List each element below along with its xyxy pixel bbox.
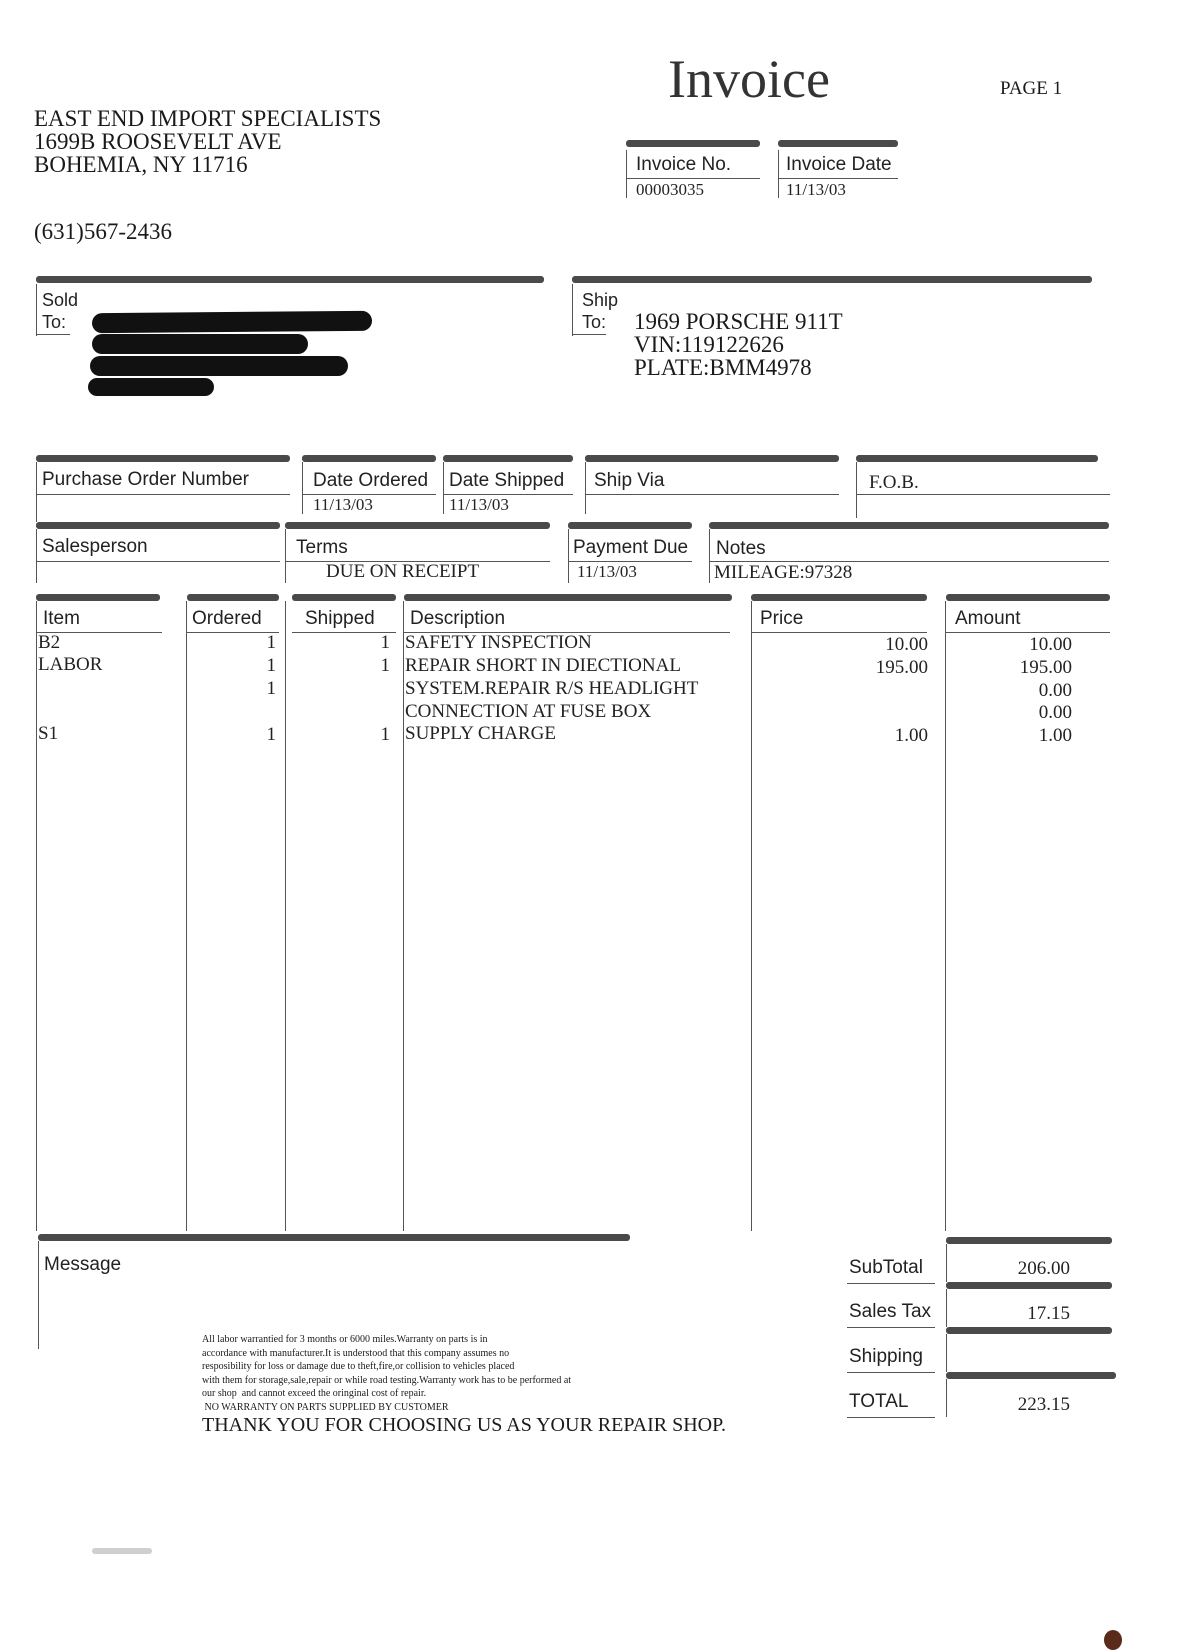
sales-tax-value: 17.15 — [1027, 1303, 1070, 1324]
amount-cell: 10.00 — [1029, 634, 1072, 655]
ordered-cell: 1 — [266, 724, 276, 745]
fob-label: F.O.B. — [869, 472, 919, 493]
description-cell: CONNECTION AT FUSE BOX — [405, 701, 652, 722]
ship-to-line: PLATE:BMM4978 — [634, 355, 812, 380]
purchase-order-label: Purchase Order Number — [42, 469, 249, 490]
ordered-cell: 1 — [266, 678, 276, 699]
price-cell: 1.00 — [894, 725, 928, 746]
sold-to-label-line1: Sold — [42, 290, 79, 310]
sales-tax-label: Sales Tax — [849, 1301, 932, 1322]
ship-to-line: VIN:119122626 — [634, 332, 784, 357]
item-cell: S1 — [38, 723, 59, 744]
company-address-line2: BOHEMIA, NY 11716 — [34, 152, 248, 177]
payment-due-value: 11/13/03 — [577, 562, 637, 581]
warranty-line: resposibility for loss or damage due to theft,fire,or collision to vehicles placed — [202, 1361, 515, 1372]
terms-label: Terms — [296, 537, 348, 558]
description-cell: SAFETY INSPECTION — [405, 632, 592, 653]
warranty-line: accordance with manufacturer.It is understood that this company assumes no — [202, 1347, 510, 1359]
column-header-amount: Amount — [955, 608, 1021, 629]
terms-value: DUE ON RECEIPT — [326, 561, 480, 582]
ordered-cell — [190, 701, 276, 723]
payment-due-label: Payment Due — [573, 537, 689, 558]
description-cell: REPAIR SHORT IN DIECTIONAL — [405, 655, 681, 676]
shipped-cell — [290, 678, 390, 700]
price-cell — [760, 702, 928, 724]
thank-you-message: THANK YOU FOR CHOOSING US AS YOUR REPAIR SHOP. — [202, 1414, 726, 1436]
warranty-line: NO WARRANTY ON PARTS SUPPLIED BY CUSTOMER — [202, 1401, 449, 1413]
amount-cell: 1.00 — [1038, 725, 1072, 746]
redacted-address-line2 — [90, 356, 348, 376]
sold-to-label-line2: To: — [42, 312, 67, 332]
ordered-cell: 1 — [266, 632, 276, 653]
scan-smudge — [1104, 1630, 1122, 1650]
total-label: TOTAL — [849, 1391, 909, 1412]
warranty-line: with them for storage,sale,repair or while road testing.Warranty work has to be performed at — [202, 1374, 572, 1386]
salesperson-label: Salesperson — [42, 536, 148, 557]
redacted-name — [92, 311, 372, 333]
column-header-shipped: Shipped — [305, 608, 375, 629]
company-phone: (631)567-2436 — [34, 219, 172, 244]
ship-to-label-line1: Ship — [582, 290, 619, 310]
item-cell: LABOR — [38, 654, 103, 675]
shipped-cell: 1 — [380, 655, 390, 676]
column-header-item: Item — [43, 608, 80, 629]
ship-via-label: Ship Via — [594, 470, 665, 491]
message-label: Message — [44, 1254, 122, 1275]
page-number: PAGE 1 — [1000, 78, 1063, 99]
column-header-description: Description — [410, 608, 506, 629]
scan-smudge — [92, 1548, 152, 1554]
date-ordered-value: 11/13/03 — [313, 495, 373, 514]
redacted-phone — [88, 378, 214, 396]
company-name: EAST END IMPORT SPECIALISTS — [34, 106, 382, 131]
amount-cell: 195.00 — [1019, 657, 1072, 678]
ordered-cell: 1 — [266, 655, 276, 676]
column-header-price: Price — [760, 608, 804, 629]
invoice-date-value: 11/13/03 — [786, 180, 846, 199]
warranty-line: All labor warrantied for 3 months or 6000 miles.Warranty on parts is in — [202, 1334, 488, 1345]
ship-to-label-line2: To: — [582, 312, 607, 332]
company-address-line1: 1699B ROOSEVELT AVE — [34, 129, 282, 154]
amount-cell: 0.00 — [1038, 680, 1072, 701]
ship-to-line: 1969 PORSCHE 911T — [634, 309, 843, 334]
item-cell: B2 — [38, 632, 61, 653]
invoice-title: Invoice — [668, 49, 830, 109]
invoice-date-label: Invoice Date — [786, 154, 892, 175]
redacted-address-line1 — [92, 334, 308, 354]
shipped-cell: 1 — [380, 724, 390, 745]
warranty-line: our shop and cannot exceed the oringinal cost of repair. — [202, 1388, 427, 1399]
amount-cell: 0.00 — [1038, 702, 1072, 723]
notes-label: Notes — [716, 538, 766, 559]
notes-value: MILEAGE:97328 — [714, 562, 853, 583]
warranty-text — [202, 1333, 642, 1414]
price-cell — [760, 680, 928, 702]
invoice-number-label: Invoice No. — [636, 154, 732, 175]
description-cell: SYSTEM.REPAIR R/S HEADLIGHT — [405, 678, 699, 699]
total-value: 223.15 — [1017, 1394, 1070, 1415]
invoice-number-value: 00003035 — [636, 180, 704, 199]
shipping-label: Shipping — [849, 1346, 923, 1367]
description-cell: SUPPLY CHARGE — [405, 723, 557, 744]
date-ordered-label: Date Ordered — [313, 470, 429, 491]
date-shipped-label: Date Shipped — [449, 470, 565, 491]
column-header-ordered: Ordered — [192, 608, 262, 629]
subtotal-value: 206.00 — [1017, 1258, 1070, 1279]
subtotal-label: SubTotal — [849, 1257, 923, 1278]
shipped-cell — [290, 701, 390, 723]
shipped-cell: 1 — [380, 632, 390, 653]
price-cell: 10.00 — [885, 634, 928, 655]
date-shipped-value: 11/13/03 — [449, 495, 509, 514]
price-cell: 195.00 — [875, 657, 928, 678]
